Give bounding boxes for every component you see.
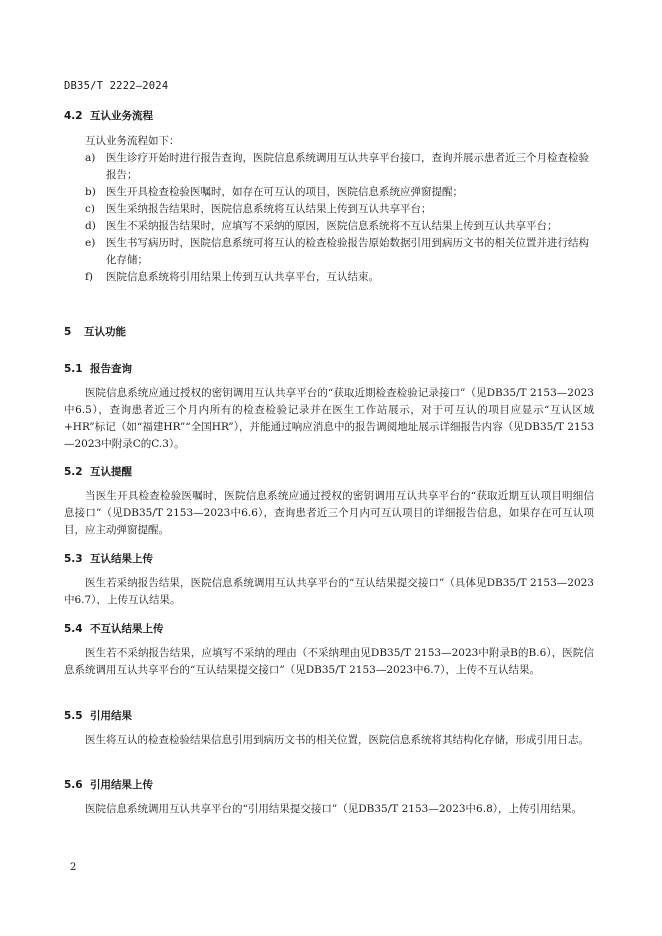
page-number: 2 xyxy=(70,862,77,873)
heading-number: 5.1 xyxy=(64,363,83,375)
paragraph-5-5: 医生将互认的检查检验结果信息引用到病历文书的相关位置，医院信息系统将其结构化存储，形成引用日志。 xyxy=(85,734,589,746)
list-item-text: 医院信息系统将引用结果上传到互认共享平台，互认结束。 xyxy=(106,271,379,283)
heading-text: 引用结果上传 xyxy=(90,779,153,791)
paragraph-5-6: 医院信息系统调用互认共享平台的“引用结果提交接口”（见DB35/T 2153—2023中6.8），上传引用结果。 xyxy=(85,803,583,815)
list-item xyxy=(64,218,594,235)
heading-number: 4.2 xyxy=(64,110,83,122)
list-intro: 互认业务流程如下： xyxy=(85,135,180,147)
list-item-text: 医生开具检查检验医嘱时，如存在可互认的项目，医院信息系统应弹窗提醒； xyxy=(106,186,463,198)
heading-5-6 xyxy=(64,777,594,794)
paragraph-5-2: 当医生开具检查检验医嘱时，医院信息系统应通过授权的密钥调用互认共享平台的“获取近期互认项目明细信息接口”（见DB35/T 2153—2023中6.6），查询患者近三个月内可互认项目的详细报告信息，如果存在可互认项目，应主动弹窗提醒。 xyxy=(64,490,594,536)
list-item-text: 医生不采纳报告结果时，应填写不采纳的原因，医院信息系统将不互认结果上传到互认共享平台； xyxy=(106,220,558,232)
heading-5-4 xyxy=(64,621,594,638)
list-marker: e) xyxy=(85,237,96,249)
heading-4-2 xyxy=(64,108,594,125)
list-item-text: 医生诊疗开始时进行报告查询，医院信息系统调用互认共享平台接口，查询并展示患者近三个月检查检验报告； xyxy=(106,152,589,181)
list-item xyxy=(64,150,594,184)
heading-number: 5.5 xyxy=(64,710,83,722)
heading-text: 引用结果 xyxy=(90,710,132,722)
heading-5-3 xyxy=(64,551,594,568)
heading-text: 互认业务流程 xyxy=(90,110,153,122)
list-marker: a) xyxy=(85,152,96,164)
list-marker: f) xyxy=(85,271,93,283)
heading-number: 5.6 xyxy=(64,779,83,791)
heading-number: 5.4 xyxy=(64,623,83,635)
list-item xyxy=(64,269,594,286)
heading-text: 互认提醒 xyxy=(90,466,132,478)
paragraph-5-1: 医院信息系统应通过授权的密钥调用互认共享平台的“获取近期检查检验记录接口”（见DB35/T 2153—2023中6.5），查询患者近三个月内所有的检查检验记录并在医生工作站展示，对于可互认的项目应显示“互认区域+HR”标记（如“福建HR”“全国HR”），并能通过响应消息中的报告调阅地址展示详细报告内容（见DB35/T 2153—2023中附录C的C.3）。 xyxy=(64,387,594,450)
heading-number: 5 xyxy=(64,326,72,338)
list-item-text: 医生采纳报告结果时，医院信息系统将互认结果上传到互认共享平台； xyxy=(106,203,432,215)
list-marker: c) xyxy=(85,203,95,215)
heading-text: 互认结果上传 xyxy=(90,553,153,565)
process-list xyxy=(64,150,594,286)
section-4-2-body xyxy=(64,133,594,286)
heading-text: 不互认结果上传 xyxy=(90,623,164,635)
heading-text: 互认功能 xyxy=(84,326,126,338)
list-marker: d) xyxy=(85,220,96,232)
paragraph-5-4: 医生若不采纳报告结果，应填写不采纳的理由（不采纳理由见DB35/T 2153—2023中附录B的B.6），医院信息系统调用互认共享平台的“互认结果提交接口”（见DB35/T 2153—2023中6.7），上传不互认结果。 xyxy=(64,647,594,676)
heading-5-2 xyxy=(64,464,594,481)
heading-5-1 xyxy=(64,361,594,378)
heading-number: 5.3 xyxy=(64,553,83,565)
heading-number: 5.2 xyxy=(64,466,83,478)
list-item-text: 医生书写病历时，医院信息系统可将互认的检查检验报告原始数据引用到病历文书的相关位置并进行结构化存储； xyxy=(106,237,589,266)
list-marker: b) xyxy=(85,186,96,198)
list-item xyxy=(64,235,594,269)
paragraph-5-3: 医生若采纳报告结果，医院信息系统调用互认共享平台的“互认结果提交接口”（具体见DB35/T 2153—2023中6.7），上传互认结果。 xyxy=(64,577,594,606)
heading-text: 报告查询 xyxy=(90,363,132,375)
standard-code: DB35/T 2222—2024 xyxy=(64,80,169,92)
heading-5 xyxy=(64,324,594,341)
heading-5-5 xyxy=(64,708,594,725)
list-item xyxy=(64,201,594,218)
list-item xyxy=(64,184,594,201)
